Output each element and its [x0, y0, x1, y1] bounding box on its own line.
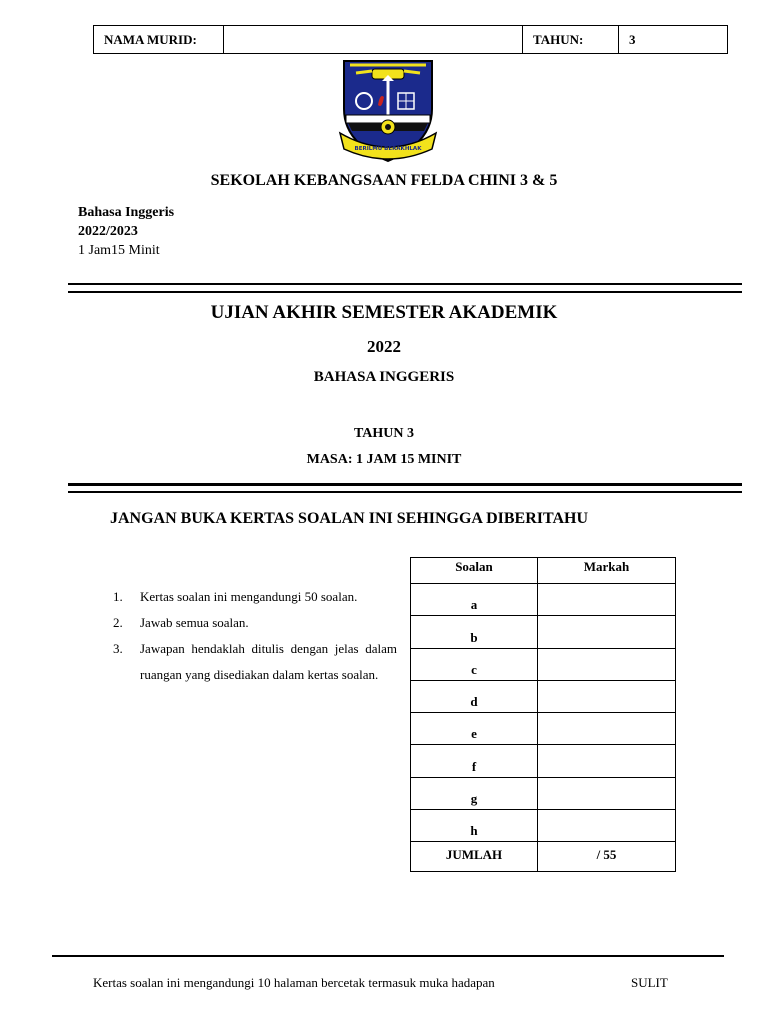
exam-meta — [78, 203, 174, 260]
year-value: 3 — [619, 26, 728, 54]
question-cell: h — [411, 810, 538, 842]
exam-subject: BAHASA INGGERIS — [313, 369, 455, 385]
mark-cell[interactable] — [538, 777, 676, 809]
year-label: TAHUN: — [523, 26, 619, 54]
footer-page-count: Kertas soalan ini mengandungi 10 halaman bercetak termasuk muka hadapan — [93, 975, 495, 990]
mark-cell[interactable] — [538, 713, 676, 745]
instructions-list — [113, 584, 397, 688]
exam-year: 2022 — [367, 337, 401, 356]
exam-time: MASA: 1 JAM 15 MINIT — [306, 452, 462, 467]
table-row — [411, 713, 676, 745]
total-label: JUMLAH — [411, 842, 538, 872]
mark-cell[interactable] — [538, 810, 676, 842]
exam-grade: TAHUN 3 — [353, 426, 415, 441]
table-row — [411, 745, 676, 777]
instruction-text: Jawapan hendaklah ditulis dengan jelas dalam ruangan yang disediakan dalam kertas soalan. — [140, 641, 397, 682]
column-header-soalan: Soalan — [411, 558, 538, 584]
question-cell: a — [411, 584, 538, 616]
instruction-text: Jawab semua soalan. — [140, 615, 249, 630]
question-cell: f — [411, 745, 538, 777]
instruction-number: 1. — [113, 589, 123, 604]
column-header-markah: Markah — [538, 558, 676, 584]
question-cell: e — [411, 713, 538, 745]
instruction-item — [113, 610, 397, 636]
question-cell: c — [411, 648, 538, 680]
meta-duration: 1 Jam15 Minit — [78, 243, 160, 258]
table-row — [411, 810, 676, 842]
exam-warning: JANGAN BUKA KERTAS SOALAN INI SEHINGGA DIBERITAHU — [110, 510, 589, 527]
meta-year: 2022/2023 — [78, 224, 138, 239]
mark-cell[interactable] — [538, 745, 676, 777]
instruction-text: Kertas soalan ini mengandungi 50 soalan. — [140, 589, 358, 604]
table-row — [411, 680, 676, 712]
table-row — [411, 616, 676, 648]
total-value: / 55 — [538, 842, 676, 872]
divider-bottom-2 — [68, 491, 742, 493]
svg-text:BERILMU BERAKHLAK: BERILMU BERAKHLAK — [354, 146, 422, 152]
question-cell: g — [411, 777, 538, 809]
question-cell: d — [411, 680, 538, 712]
mark-cell[interactable] — [538, 648, 676, 680]
table-row — [411, 584, 676, 616]
instruction-number: 3. — [113, 641, 123, 656]
exam-title: UJIAN AKHIR SEMESTER AKADEMIK — [210, 302, 558, 323]
instruction-item — [113, 584, 397, 610]
school-crest-icon — [336, 57, 440, 165]
divider-bottom-1 — [68, 483, 742, 486]
mark-cell[interactable] — [538, 616, 676, 648]
table-row — [411, 777, 676, 809]
mark-cell[interactable] — [538, 680, 676, 712]
meta-subject: Bahasa Inggeris — [78, 205, 175, 220]
question-cell: b — [411, 616, 538, 648]
student-name-field[interactable] — [224, 26, 523, 54]
total-row — [411, 842, 676, 872]
student-info-table — [93, 25, 728, 54]
instruction-number: 2. — [113, 615, 123, 630]
mark-cell[interactable] — [538, 584, 676, 616]
school-name: SEKOLAH KEBANGSAAN FELDA CHINI 3 & 5 — [210, 172, 558, 189]
footer-classification: SULIT — [631, 975, 668, 990]
marks-table — [410, 557, 676, 872]
table-row — [411, 648, 676, 680]
divider-top-1 — [68, 283, 742, 285]
student-name-label: NAMA MURID: — [94, 26, 224, 54]
instruction-item — [113, 636, 397, 688]
footer-divider — [52, 955, 724, 957]
divider-top-2 — [68, 291, 742, 293]
